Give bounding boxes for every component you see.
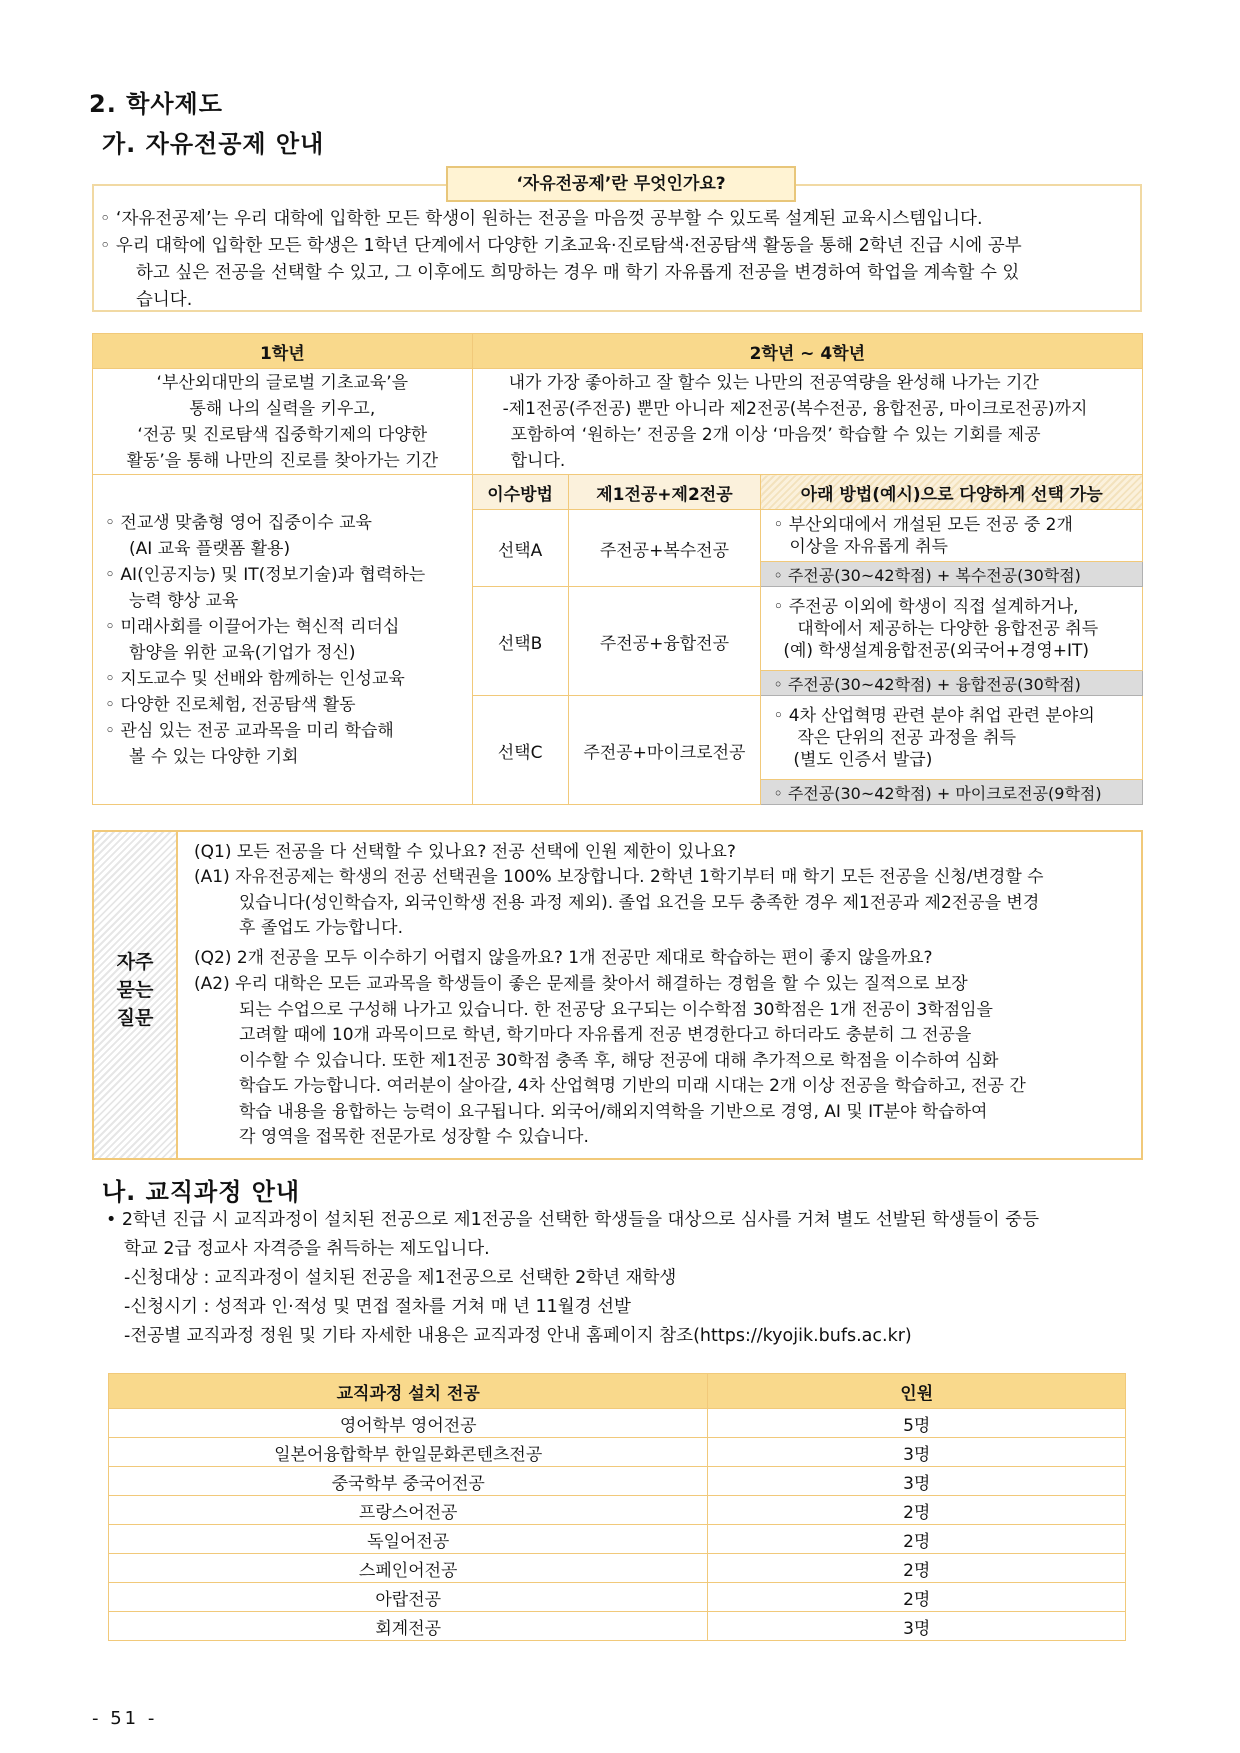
page-number: - 51 - [92, 1708, 158, 1729]
quota-count: 2명 [708, 1583, 1126, 1612]
quota-head-major: 교직과정 설치 전공 [109, 1374, 708, 1409]
quota-count: 2명 [708, 1554, 1126, 1583]
teacher-quota-table [108, 1373, 1126, 1641]
activity-item: ◦ 전교생 맞춤형 영어 집중이수 교육 [105, 512, 372, 533]
year1-desc-line: 통해 나의 실력을 키우고, [189, 398, 376, 419]
faq-a1-line: 후 졸업도 가능합니다. [239, 918, 404, 938]
table-row [109, 1496, 1126, 1525]
option-b-combo: 주전공+융합전공 [568, 587, 761, 696]
option-b-credits: ◦ 주전공(30~42학점) + 융합전공(30학점) [761, 671, 1143, 696]
faq-a2-line: 고려할 때에 10개 과목이므로 학년, 학기마다 자유롭게 전공 변경한다고 하더라도 충분히 그 전공을 [239, 1025, 972, 1045]
faq-a1-line: 있습니다(성인학습자, 외국인학생 전용 과정 제외). 졸업 요건을 모두 충족한 경우 제1전공과 제2전공을 변경 [239, 893, 1040, 913]
quota-major: 독일어전공 [109, 1525, 708, 1554]
table-row [109, 1583, 1126, 1612]
quota-count: 3명 [708, 1467, 1126, 1496]
year1-desc-line: 활동’을 통해 나만의 진로를 찾아가는 기간 [126, 450, 439, 471]
faq-a2-line: 각 영역을 접목한 전문가로 성장할 수 있습니다. [239, 1127, 589, 1147]
option-desc-line: ◦ 부산외대에서 개설된 모든 전공 중 2개 [773, 514, 1073, 535]
intro-title: ‘자유전공제’란 무엇인가요? [446, 166, 796, 202]
faq-a1-line: (A1) 자유전공제는 학생의 전공 선택권을 100% 보장합니다. 2학년 1학기부터 매 학기 모든 전공을 신청/변경할 수 [194, 867, 1044, 887]
table-row [109, 1554, 1126, 1583]
activity-item: 볼 수 있는 다양한 기회 [129, 746, 299, 767]
table-row [109, 1409, 1126, 1438]
year24-desc-line: -제1전공(주전공) 뿐만 아니라 제2전공(복수전공, 융합전공, 마이크로전공)까지 [502, 398, 1088, 419]
table-row [109, 1467, 1126, 1496]
option-c-desc [761, 696, 1143, 780]
activity-item: 함양을 위한 교육(기업가 정신) [129, 642, 356, 663]
activity-item: ◦ AI(인공지능) 및 IT(정보기술)과 협력하는 [105, 564, 426, 585]
table-row [109, 1525, 1126, 1554]
option-desc-line: ◦ 4차 산업혁명 관련 분야 취업 관련 분야의 [773, 705, 1095, 726]
option-desc-line: 대학에서 제공하는 다양한 융합전공 취득 [797, 618, 1099, 639]
teacher-desc-line-2: 학교 2급 정교사 자격증을 취득하는 제도입니다. [124, 1239, 490, 1259]
option-desc-line: 이상을 자유롭게 취득 [789, 536, 948, 557]
option-desc-line: (예) 학생설계융합전공(외국어+경영+IT) [783, 640, 1090, 661]
quota-major: 프랑스어전공 [109, 1496, 708, 1525]
activity-item: (AI 교육 플랫폼 활용) [129, 538, 291, 559]
year1-desc-line: ‘부산외대만의 글로벌 기초교육’을 [156, 372, 409, 393]
option-a-credits: ◦ 주전공(30~42학점) + 복수전공(30학점) [761, 562, 1143, 587]
quota-count: 2명 [708, 1525, 1126, 1554]
activity-item: ◦ 지도교수 및 선배와 함께하는 인성교육 [105, 668, 405, 689]
option-b-name: 선택B [472, 587, 568, 696]
quota-count: 3명 [708, 1438, 1126, 1467]
sub-head-method: 이수방법 [472, 475, 568, 510]
option-desc-line: 작은 단위의 전공 과정을 취득 [797, 727, 1017, 748]
faq-a2-line: 이수할 수 있습니다. 또한 제1전공 30학점 충족 후, 해당 전공에 대해 추가적으로 학점을 이수하여 심화 [239, 1051, 999, 1071]
activity-item: ◦ 미래사회를 이끌어가는 혁신적 리더십 [105, 616, 400, 637]
year2-4-description [472, 369, 1142, 475]
quota-head-count: 인원 [708, 1374, 1126, 1409]
quota-major: 영어학부 영어전공 [109, 1409, 708, 1438]
option-a-combo: 주전공+복수전공 [568, 510, 761, 587]
option-desc-line: ◦ 주전공 이외에 학생이 직접 설계하거나, [773, 596, 1079, 617]
faq-label-line: 질문 [116, 1007, 154, 1029]
option-a-desc [761, 510, 1143, 562]
intro-bullet-2-line-2: 하고 싶은 전공을 선택할 수 있고, 그 이후에도 희망하는 경우 매 학기 자유롭게 전공을 변경하여 학업을 계속할 수 있 [136, 263, 1020, 283]
teacher-apply-target: -신청대상 : 교직과정이 설치된 전공을 제1전공으로 선택한 2학년 재학생 [124, 1268, 677, 1288]
option-a-name: 선택A [472, 510, 568, 587]
intro-bullet-2-line-1: ◦ 우리 대학에 입학한 모든 학생은 1학년 단계에서 다양한 기초교육·진로탐색·전공탐색 활동을 통해 2학년 진급 시에 공부 [100, 236, 1022, 256]
faq-label-line: 자주 [116, 951, 154, 973]
col-head-year1: 1학년 [93, 334, 473, 369]
year24-desc-line: 포함하여 ‘원하는’ 전공을 2개 이상 ‘마음껏’ 학습할 수 있는 기회를 제공 [510, 424, 1041, 445]
table-row [109, 1438, 1126, 1467]
year1-desc-line: ‘전공 및 진로탐색 집중학기제의 다양한 [137, 424, 428, 445]
subsection-title-teacher: 나. 교직과정 안내 [102, 1178, 301, 1206]
activity-item: ◦ 다양한 진로체험, 전공탐색 활동 [105, 694, 356, 715]
quota-count: 2명 [708, 1496, 1126, 1525]
quota-count: 5명 [708, 1409, 1126, 1438]
sub-head-desc: 아래 방법(예시)으로 다양하게 선택 가능 [761, 475, 1143, 510]
quota-major: 스페인어전공 [109, 1554, 708, 1583]
teacher-more-info: -전공별 교직과정 정원 및 기타 자세한 내용은 교직과정 안내 홈페이지 참조(https://kyojik.bufs.ac.kr) [124, 1326, 912, 1346]
curriculum-table [92, 333, 1143, 805]
teacher-apply-period: -신청시기 : 성적과 인·적성 및 면접 절차를 거쳐 매 년 11월경 선발 [124, 1297, 631, 1317]
intro-bullet-1: ◦ ‘자유전공제’는 우리 대학에 입학한 모든 학생이 원하는 전공을 마음껏 공부할 수 있도록 설계된 교육시스템입니다. [100, 209, 983, 229]
quota-count: 3명 [708, 1612, 1126, 1641]
quota-major: 중국학부 중국어전공 [109, 1467, 708, 1496]
faq-a2-line: 되는 수업으로 구성해 나가고 있습니다. 한 전공당 요구되는 이수학점 30학점은 1개 전공이 3학점임을 [239, 1000, 993, 1020]
faq-a2-line: 학습 내용을 융합하는 능력이 요구됩니다. 외국어/해외지역학을 기반으로 경영, AI 및 IT분야 학습하여 [239, 1102, 988, 1122]
quota-major: 일본어융합학부 한일문화콘텐츠전공 [109, 1438, 708, 1467]
faq-a2-line: 학습도 가능합니다. 여러분이 살아갈, 4차 산업혁명 기반의 미래 시대는 2개 이상 전공을 학습하고, 전공 간 [239, 1076, 1026, 1096]
faq-label [94, 948, 176, 1032]
section-title: 2. 학사제도 [89, 90, 223, 118]
activity-item: 능력 향상 교육 [129, 590, 239, 611]
teacher-desc-line-1: • 2학년 진급 시 교직과정이 설치된 전공으로 제1전공을 선택한 학생들을 대상으로 심사를 거쳐 별도 선발된 학생들이 중등 [106, 1210, 1040, 1230]
quota-major: 회계전공 [109, 1612, 708, 1641]
option-desc-line: (별도 인증서 발급) [793, 749, 933, 770]
col-head-year2-4: 2학년 ~ 4학년 [472, 334, 1142, 369]
option-b-desc [761, 587, 1143, 671]
year24-desc-line: 내가 가장 좋아하고 잘 할수 있는 나만의 전공역량을 완성해 나가는 기간 [508, 372, 1039, 393]
faq-label-line: 묻는 [116, 979, 154, 1001]
option-c-combo: 주전공+마이크로전공 [568, 696, 761, 805]
faq-q2: (Q2) 2개 전공을 모두 이수하기 어렵지 않을까요? 1개 전공만 제대로 학습하는 편이 좋지 않을까요? [194, 948, 933, 968]
option-c-credits: ◦ 주전공(30~42학점) + 마이크로전공(9학점) [761, 780, 1143, 805]
table-row [109, 1612, 1126, 1641]
year1-description [93, 369, 473, 475]
subsection-title-free-major: 가. 자유전공제 안내 [102, 130, 325, 158]
year1-activities [93, 475, 473, 805]
quota-major: 아랍전공 [109, 1583, 708, 1612]
activity-item: ◦ 관심 있는 전공 교과목을 미리 학습해 [105, 720, 394, 741]
year24-desc-line: 합니다. [510, 450, 566, 471]
faq-q1: (Q1) 모든 전공을 다 선택할 수 있나요? 전공 선택에 인원 제한이 있나요? [194, 842, 736, 862]
intro-bullet-2-line-3: 습니다. [136, 290, 193, 310]
faq-a2-line: (A2) 우리 대학은 모든 교과목을 학생들이 좋은 문제를 찾아서 해결하는 경험을 할 수 있는 질적으로 보장 [194, 974, 968, 994]
option-c-name: 선택C [472, 696, 568, 805]
sub-head-combo: 제1전공+제2전공 [568, 475, 761, 510]
